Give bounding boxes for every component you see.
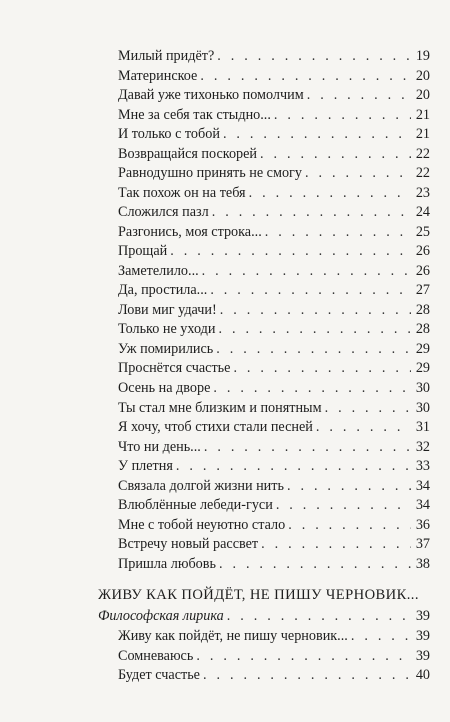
- entry-title: Так похож он на тебя: [118, 184, 246, 201]
- toc-entry: [118, 359, 430, 377]
- page-number: 28: [415, 301, 430, 318]
- toc-entry: [118, 555, 430, 573]
- entry-title: Давай уже тихонько помолчим: [118, 87, 304, 104]
- dot-leader: [249, 184, 411, 202]
- page-number: 38: [415, 555, 430, 572]
- dot-leader: [307, 86, 411, 104]
- dot-leader: [316, 418, 411, 436]
- page-number: 32: [415, 438, 430, 455]
- toc-entry: [118, 666, 430, 684]
- dot-leader: [212, 203, 411, 221]
- entry-title: Я хочу, чтоб стихи стали песней: [118, 419, 313, 436]
- entry-title: Да, простила...: [118, 282, 208, 299]
- dot-leader: [287, 477, 411, 495]
- toc-entry: [118, 164, 430, 182]
- entry-title: Ты стал мне близким и понятным: [118, 399, 322, 416]
- entry-title: Сомневаюсь: [118, 647, 194, 664]
- toc-entry: [118, 516, 430, 534]
- entry-title: Разгонись, моя строка...: [118, 223, 262, 240]
- entry-title: Возвращайся поскорей: [118, 145, 258, 162]
- page-number: 25: [415, 223, 430, 240]
- entry-title: Встречу новый рассвет: [118, 536, 259, 553]
- entry-title: Лови миг удачи!: [118, 301, 217, 318]
- entry-title: Только не уходи: [118, 321, 216, 338]
- entry-title: Осень на дворе: [118, 380, 211, 396]
- dot-leader: [204, 438, 411, 456]
- entry-title: Сложился пазл: [118, 204, 209, 221]
- page-number: 30: [415, 399, 430, 416]
- page-number: 34: [415, 477, 430, 494]
- entry-title: Связала долгой жизни нить: [118, 477, 284, 494]
- entry-title: И только с тобой: [118, 126, 220, 143]
- section-heading: ЖИВУ КАК ПОЙДЁТ, НЕ ПИШУ ЧЕРНОВИК...: [98, 587, 419, 603]
- dot-leader: [210, 281, 411, 299]
- page-number: 19: [415, 48, 430, 64]
- page-number: 20: [415, 67, 430, 84]
- entry-title: Будет счастье: [118, 667, 200, 683]
- toc-entry: [118, 627, 430, 645]
- entry-title: Прощай: [118, 243, 168, 260]
- toc-entry: [118, 242, 430, 260]
- toc-entry: [118, 67, 430, 85]
- page-number: 39: [415, 608, 430, 624]
- dot-leader: [200, 67, 411, 85]
- toc-entry: [118, 47, 430, 65]
- page-number: 37: [415, 536, 430, 553]
- dot-leader: [325, 399, 411, 417]
- dot-leader: [223, 125, 411, 143]
- dot-leader: [219, 555, 411, 573]
- page-number: 33: [415, 458, 430, 475]
- page-number: 22: [415, 165, 430, 182]
- toc-entry: [118, 125, 430, 143]
- entry-title: Влюблённые лебеди-гуси: [118, 497, 273, 514]
- toc-entry: [118, 262, 430, 280]
- page-number: 24: [415, 204, 430, 221]
- toc-entry: [118, 145, 430, 163]
- dot-leader: [213, 379, 411, 397]
- page-number: 20: [415, 87, 430, 104]
- dot-leader: [233, 359, 411, 377]
- toc-entry: [118, 106, 430, 124]
- page-number: 22: [415, 145, 430, 162]
- toc-entry: [118, 438, 430, 456]
- page-number: 36: [415, 516, 430, 533]
- entry-title: Мне за себя так стыдно...: [118, 106, 271, 123]
- dot-leader: [276, 496, 411, 514]
- entry-title: Материнское: [118, 67, 198, 84]
- toc-entry: [118, 86, 430, 104]
- page-number: 39: [415, 628, 430, 644]
- page-number: 29: [415, 360, 430, 377]
- page-number: 39: [415, 647, 430, 664]
- entry-title: Равнодушно принять не смогу: [118, 165, 302, 182]
- entry-title: Заметелило...: [118, 262, 199, 279]
- entry-title: Проснётся счастье: [118, 360, 231, 377]
- page-number: 26: [415, 243, 430, 260]
- page-number: 30: [415, 380, 430, 396]
- toc-entry: [118, 184, 430, 202]
- toc-entry: [118, 457, 430, 475]
- toc-entry: [118, 301, 430, 319]
- dot-leader: [261, 535, 411, 553]
- section-subheading: [98, 607, 430, 625]
- dot-leader: [217, 47, 411, 65]
- dot-leader: [351, 627, 411, 645]
- dot-leader: [227, 607, 411, 625]
- dot-leader: [260, 145, 411, 163]
- entry-title: Уж помирились: [118, 340, 214, 357]
- entry-title: Пришла любовь: [118, 555, 216, 572]
- page-number: 29: [415, 340, 430, 357]
- entry-title: Милый придёт?: [118, 48, 215, 64]
- page-number: 40: [415, 667, 430, 683]
- dot-leader: [220, 301, 411, 319]
- dot-leader: [176, 457, 411, 475]
- toc-entry: [118, 496, 430, 514]
- page-number: 21: [415, 106, 430, 123]
- dot-leader: [265, 223, 411, 241]
- dot-leader: [202, 262, 411, 280]
- toc-entry: [118, 379, 430, 397]
- toc-entry: [118, 399, 430, 417]
- page-number: 28: [415, 321, 430, 338]
- toc-entry: [118, 203, 430, 221]
- page-number: 31: [415, 419, 430, 436]
- dot-leader: [305, 164, 411, 182]
- page-number: 21: [415, 126, 430, 143]
- toc-entry: [118, 477, 430, 495]
- dot-leader: [196, 647, 411, 665]
- toc-entry: [118, 535, 430, 553]
- page-number: 27: [415, 282, 430, 299]
- dot-leader: [203, 666, 411, 684]
- toc-entry: [118, 281, 430, 299]
- dot-leader: [216, 340, 411, 358]
- toc-entry: [118, 223, 430, 241]
- toc-entry: [118, 647, 430, 665]
- dot-leader: [170, 242, 411, 260]
- page-number: 34: [415, 497, 430, 514]
- toc-entry: [118, 340, 430, 358]
- page-number: 23: [415, 184, 430, 201]
- dot-leader: [274, 106, 411, 124]
- entry-title: Живу как пойдёт, не пишу черновик...: [118, 628, 348, 644]
- dot-leader: [288, 516, 411, 534]
- page-number: 26: [415, 262, 430, 279]
- dot-leader: [218, 320, 411, 338]
- toc-entry: [118, 418, 430, 436]
- entry-title: Что ни день...: [118, 438, 201, 455]
- toc-entry: [118, 320, 430, 338]
- entry-title: У плетня: [118, 458, 173, 475]
- entry-title: Мне с тобой неуютно стало: [118, 516, 286, 533]
- subheading-title: Философская лирика: [98, 608, 224, 624]
